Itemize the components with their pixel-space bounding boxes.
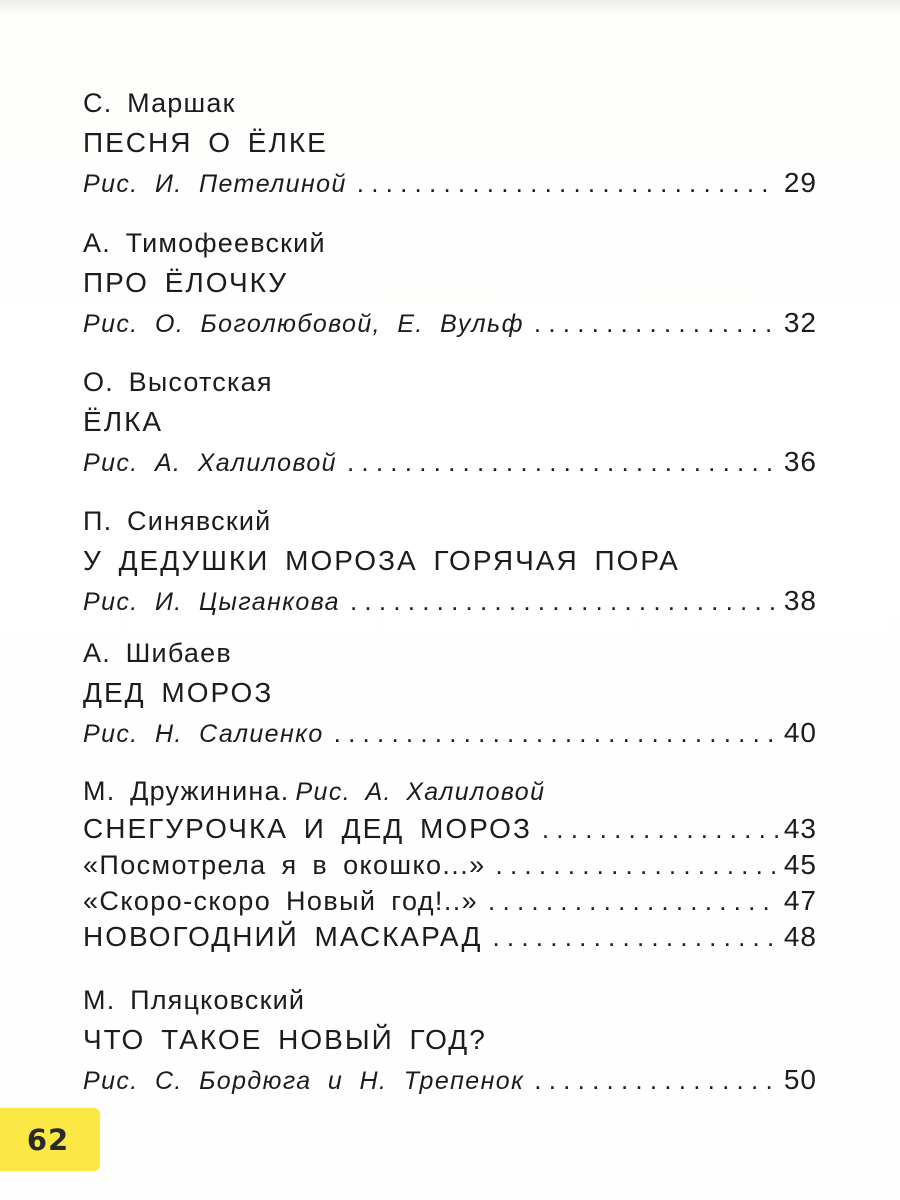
page-edge-shadow bbox=[0, 0, 900, 18]
illustrator-credit: Рис. С. Бордюга и Н. Трепенок bbox=[83, 1067, 525, 1095]
toc-entry-vysotskaya bbox=[83, 365, 817, 479]
dot-leader bbox=[334, 716, 778, 750]
illustration-entry[interactable] bbox=[83, 445, 817, 479]
work-title: ПЕСНЯ О ЁЛКЕ bbox=[83, 127, 328, 158]
page-number: 38 bbox=[783, 585, 817, 616]
dot-leader bbox=[534, 306, 778, 340]
page-number: 43 bbox=[783, 813, 817, 844]
dot-leader bbox=[534, 1063, 778, 1097]
illustration-entry[interactable] bbox=[83, 716, 817, 750]
author-line bbox=[83, 774, 817, 808]
page-number: 47 bbox=[783, 885, 817, 916]
page-number: 36 bbox=[783, 446, 817, 477]
toc-entry-shibaev bbox=[83, 636, 817, 750]
illustrator-credit: Рис. Н. Салиенко bbox=[83, 720, 324, 748]
dot-leader bbox=[542, 812, 778, 846]
author-name: С. Маршак bbox=[83, 88, 236, 118]
dot-leader bbox=[347, 445, 778, 479]
work-entry[interactable] bbox=[83, 848, 817, 882]
toc-entry-plyatskovsky bbox=[83, 983, 817, 1097]
page-number-label: 62 bbox=[26, 1122, 70, 1157]
work-title: СНЕГУРОЧКА И ДЕД МОРОЗ bbox=[83, 813, 532, 844]
author-name: А. Тимофеевский bbox=[83, 228, 326, 258]
author-name: П. Синявский bbox=[83, 506, 272, 536]
page-number: 32 bbox=[783, 307, 817, 338]
page-number-badge bbox=[0, 1108, 100, 1171]
work-title: ЁЛКА bbox=[83, 406, 164, 437]
author-name: М. Дружинина. bbox=[83, 776, 290, 806]
illustrator-credit: Рис. О. Боголюбовой, Е. Вульф bbox=[83, 310, 524, 338]
dot-leader bbox=[496, 848, 778, 882]
work-title: НОВОГОДНИЙ МАСКАРАД bbox=[83, 921, 483, 952]
page-number: 40 bbox=[783, 717, 817, 748]
illustrator-credit: Рис. А. Халиловой bbox=[295, 778, 546, 806]
toc-entry-timofeevsky bbox=[83, 226, 817, 340]
author-name: О. Высотская bbox=[83, 367, 273, 397]
work-title: ПРО ЁЛОЧКУ bbox=[83, 267, 289, 298]
illustration-entry[interactable] bbox=[83, 584, 817, 618]
page-number: 48 bbox=[783, 921, 817, 952]
dot-leader bbox=[350, 584, 778, 618]
dot-leader bbox=[488, 884, 778, 918]
dot-leader bbox=[357, 166, 778, 200]
work-title: У ДЕДУШКИ МОРОЗА ГОРЯЧАЯ ПОРА bbox=[83, 545, 680, 576]
illustrator-credit: Рис. А. Халиловой bbox=[83, 449, 337, 477]
illustrator-credit: Рис. И. Петелиной bbox=[83, 170, 347, 198]
page-number: 50 bbox=[783, 1064, 817, 1095]
toc-entry-sinyavsky bbox=[83, 504, 817, 618]
illustration-entry[interactable] bbox=[83, 306, 817, 340]
work-entry[interactable] bbox=[83, 812, 817, 846]
toc-entry-druzhinina bbox=[83, 774, 817, 954]
page-number: 45 bbox=[783, 849, 817, 880]
illustration-entry[interactable] bbox=[83, 166, 817, 200]
work-entry[interactable] bbox=[83, 884, 817, 918]
page-number: 29 bbox=[783, 167, 817, 198]
work-title: ДЕД МОРОЗ bbox=[83, 677, 274, 708]
author-name: А. Шибаев bbox=[83, 638, 232, 668]
work-title: «Посмотрела я в окошко...» bbox=[83, 850, 486, 880]
work-title: «Скоро-скоро Новый год!..» bbox=[83, 886, 479, 916]
work-title: ЧТО ТАКОЕ НОВЫЙ ГОД? bbox=[83, 1024, 487, 1055]
author-name: М. Пляцковский bbox=[83, 985, 306, 1015]
work-entry[interactable] bbox=[83, 920, 817, 954]
illustrator-credit: Рис. И. Цыганкова bbox=[83, 588, 340, 616]
toc-entry-marshak bbox=[83, 86, 817, 200]
dot-leader bbox=[492, 920, 777, 954]
illustration-entry[interactable] bbox=[83, 1063, 817, 1097]
